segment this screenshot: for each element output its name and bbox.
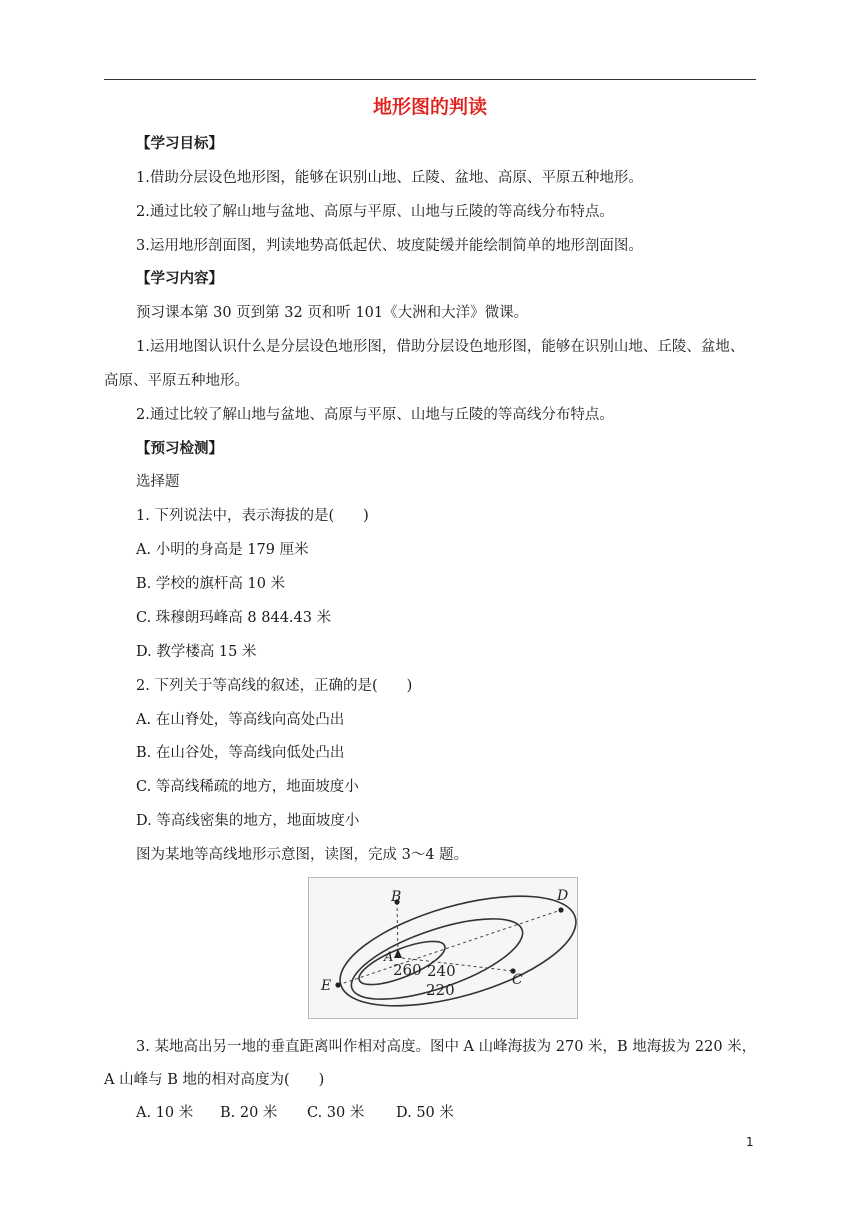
label-b: B: [391, 889, 402, 905]
question-2-option-b: B. 在山谷处，等高线向低处凸出: [136, 745, 345, 761]
dashed-line-b-a: [397, 902, 398, 956]
question-1-option-a: A. 小明的身高是 179 厘米: [136, 542, 309, 558]
content-item-1-line-1: 1.运用地图认识什么是分层设色地形图，借助分层设色地形图，能够在识别山地、丘陵、盆地、: [136, 339, 745, 355]
question-1-stem: 1. 下列说法中，表示海拔的是( ): [136, 508, 369, 524]
contour-240-value: 240: [427, 962, 456, 980]
question-3-option-d: D. 50 米: [396, 1105, 454, 1121]
question-1-option-d: D. 教学楼高 15 米: [136, 644, 257, 660]
figure-intro-text: 图为某地等高线地形示意图，读图，完成 3～4 题。: [136, 847, 469, 863]
content-item-2: 2.通过比较了解山地与盆地、高原与平原、山地与丘陵的等高线分布特点。: [136, 407, 614, 423]
question-1-option-b: B. 学校的旗杆高 10 米: [136, 576, 286, 592]
page-number: 1: [746, 1135, 754, 1149]
question-3-option-a: A. 10 米: [136, 1105, 194, 1121]
question-2-stem: 2. 下列关于等高线的叙述，正确的是( ): [136, 678, 413, 694]
point-e-dot: [335, 982, 340, 987]
contour-260-value: 260: [393, 961, 422, 979]
question-2-option-d: D. 等高线密集的地方，地面坡度小: [136, 813, 360, 829]
question-3-option-c: C. 30 米: [307, 1105, 365, 1121]
question-3-stem-line-1: 3. 某地高出另一地的垂直距离叫作相对高度。图中 A 山峰海拔为 270 米，B 地海拔为 220 米，: [136, 1039, 757, 1055]
content-item-1-line-2: 高原、平原五种地形。: [104, 373, 249, 389]
objective-1: 1.借助分层设色地形图，能够在识别山地、丘陵、盆地、高原、平原五种地形。: [136, 170, 643, 186]
question-2-option-c: C. 等高线稀疏的地方，地面坡度小: [136, 779, 359, 795]
point-d-dot: [558, 907, 563, 912]
question-2-option-a: A. 在山脊处，等高线向高处凸出: [136, 712, 345, 728]
page-title: 地形图的判读: [372, 96, 487, 118]
label-a: A: [384, 950, 394, 965]
section-check-heading: 【预习检测】: [136, 440, 223, 457]
section-objectives-heading: 【学习目标】: [136, 135, 223, 152]
section-content-heading: 【学习内容】: [136, 270, 223, 287]
contour-map-svg: [309, 878, 577, 1018]
question-type-label: 选择题: [136, 474, 180, 490]
header-rule: [104, 79, 756, 80]
question-3-option-b: B. 20 米: [220, 1105, 278, 1121]
label-c: C: [512, 972, 523, 988]
content-intro: 预习课本第 30 页到第 32 页和听 101《大洲和大洋》微课。: [136, 305, 529, 321]
question-3-stem-line-2: A 山峰与 B 地的相对高度为( ): [104, 1072, 325, 1088]
objective-2: 2.通过比较了解山地与盆地、高原与平原、山地与丘陵的等高线分布特点。: [136, 204, 614, 220]
contour-220-value: 220: [426, 981, 455, 999]
question-1-option-c: C. 珠穆朗玛峰高 8 844.43 米: [136, 610, 332, 626]
contour-map-figure: [308, 877, 578, 1019]
objective-3: 3.运用地形剖面图，判读地势高低起伏、坡度陡缓并能绘制简单的地形剖面图。: [136, 238, 643, 254]
label-d: D: [557, 888, 569, 904]
label-e: E: [321, 978, 332, 994]
